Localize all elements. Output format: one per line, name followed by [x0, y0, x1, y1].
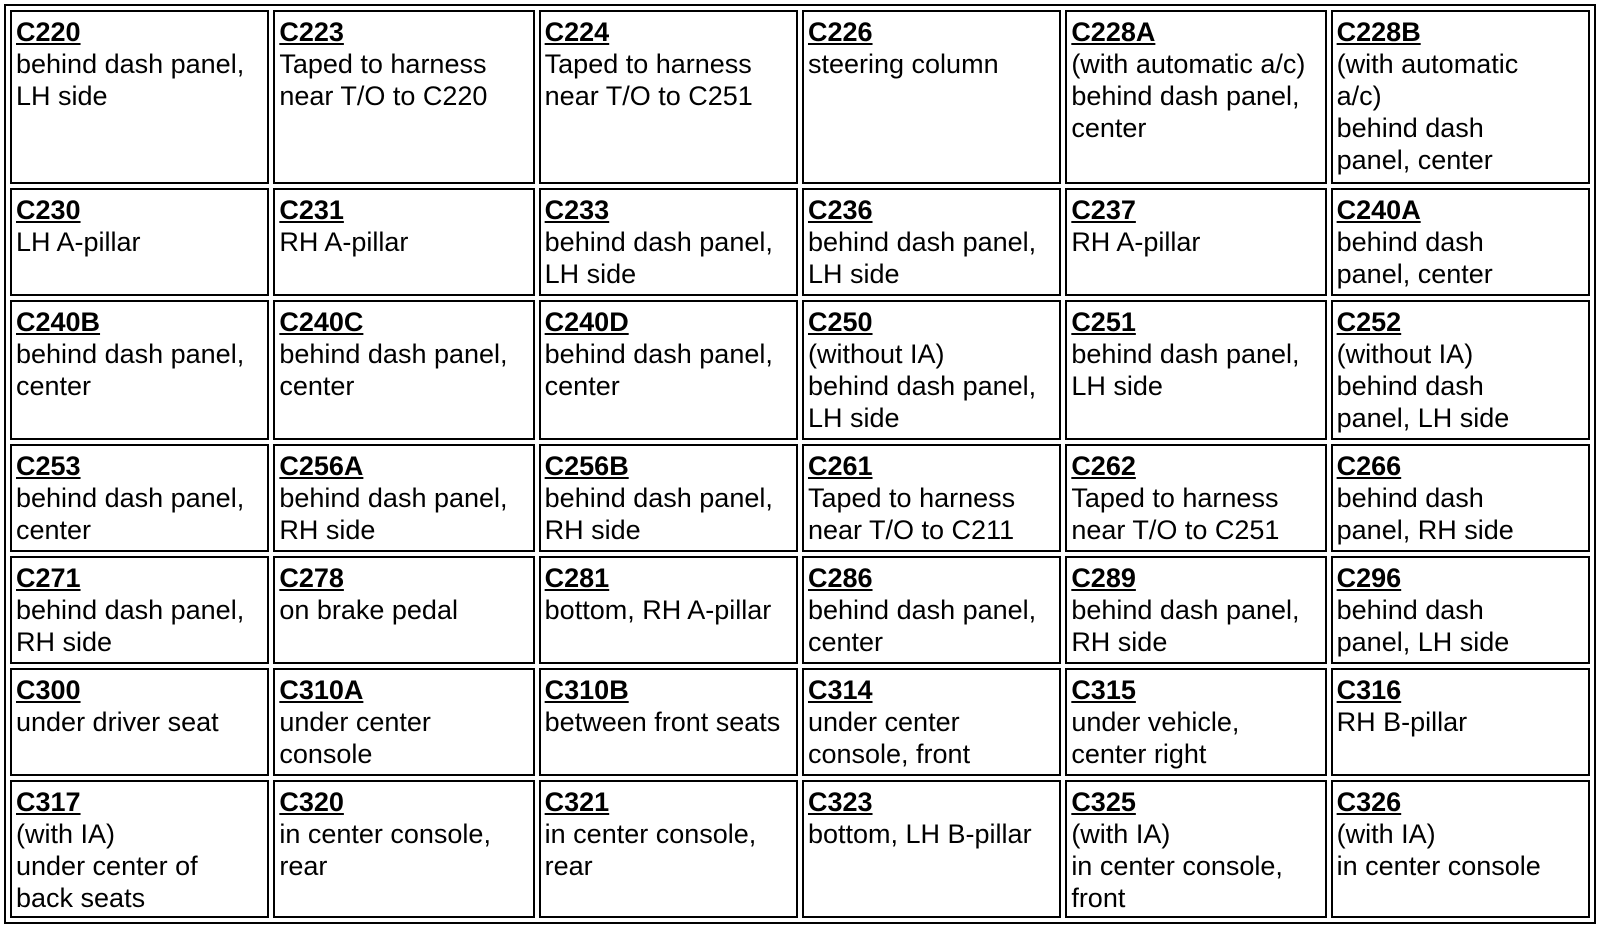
connector-location-text: Taped to harness: [1071, 483, 1279, 513]
connector-location-text: behind dash: [1336, 113, 1484, 143]
connector-cell: [1065, 300, 1326, 440]
connector-location-text: LH side: [16, 81, 108, 111]
connector-code: C240D: [544, 307, 629, 337]
connector-location-text: panel, center: [1336, 259, 1493, 289]
connector-cell: [1065, 188, 1326, 296]
connector-location-text: behind dash panel,: [1071, 81, 1300, 111]
connector-cell: [273, 668, 534, 776]
connector-location-text: on brake pedal: [279, 595, 458, 625]
connector-cell: [539, 668, 798, 776]
connector-cell: [10, 444, 269, 552]
table-row: [10, 444, 1590, 552]
connector-cell: [1331, 300, 1590, 440]
connector-location-text: rear: [279, 851, 328, 881]
connector-code: C289: [1071, 563, 1136, 593]
connector-cell: [10, 300, 269, 440]
connector-location-text: console, front: [807, 739, 971, 769]
connector-location-text: center: [1071, 113, 1147, 143]
connector-location-text: center: [807, 627, 884, 657]
connector-cell: [10, 556, 269, 664]
connector-location-text: (with automatic: [1336, 49, 1519, 79]
connector-code: C310A: [279, 675, 364, 705]
connector-location-text: panel, center: [1336, 145, 1493, 175]
connector-location-text: (with IA): [1336, 819, 1436, 849]
connector-cell: [10, 188, 269, 296]
connector-location-text: behind dash panel,: [16, 483, 245, 513]
connector-location-text: (with IA): [16, 819, 116, 849]
connector-location-text: behind dash panel,: [807, 227, 1037, 257]
connector-location-text: behind dash panel,: [279, 483, 508, 513]
connector-code: C252: [1336, 307, 1402, 337]
connector-cell: [802, 668, 1061, 776]
connector-location-text: RH side: [544, 515, 641, 545]
table-row: [10, 556, 1590, 664]
connector-code: C240C: [279, 307, 364, 337]
table-body: [10, 10, 1590, 918]
connector-location-text: behind dash panel,: [544, 227, 773, 257]
connector-location-text: panel, LH side: [1336, 627, 1510, 657]
connector-code: C236: [807, 195, 873, 225]
connector-location-text: in center console: [1336, 851, 1541, 881]
connector-cell: [1065, 556, 1326, 664]
connector-code: C321: [544, 787, 610, 817]
connector-location-text: behind dash panel,: [16, 595, 245, 625]
connector-code: C286: [807, 563, 873, 593]
connector-code: C251: [1071, 307, 1136, 337]
connector-cell: [1331, 668, 1590, 776]
connector-location-text: near T/O to C211: [807, 515, 1015, 545]
connector-location-text: panel, LH side: [1336, 403, 1510, 433]
connector-cell: [802, 444, 1061, 552]
connector-cell: [539, 444, 798, 552]
connector-location-text: under driver seat: [16, 707, 219, 737]
connector-code: C281: [544, 563, 610, 593]
connector-code: C320: [279, 787, 344, 817]
connector-cell: [802, 10, 1061, 184]
table-row: [10, 780, 1590, 918]
connector-location-text: (with automatic a/c): [1071, 49, 1306, 79]
connector-code: C220: [16, 17, 81, 47]
connector-location-text: (with IA): [1071, 819, 1171, 849]
connector-location-text: behind dash: [1336, 483, 1484, 513]
connector-code: C262: [1071, 451, 1136, 481]
connector-code: C250: [807, 307, 873, 337]
connector-cell: [1065, 10, 1326, 184]
connector-location-text: behind dash: [1336, 595, 1484, 625]
connector-location-text: (without IA): [1336, 339, 1474, 369]
connector-code: C253: [16, 451, 81, 481]
connector-location-text: LH side: [807, 259, 900, 289]
connector-location-text: behind dash panel,: [807, 371, 1037, 401]
table-row: [10, 10, 1590, 184]
connector-location-text: behind dash panel,: [1071, 339, 1300, 369]
connector-cell: [273, 780, 534, 918]
connector-location-text: rear: [544, 851, 593, 881]
connector-location-text: behind dash: [1336, 371, 1484, 401]
connector-location-text: center: [16, 515, 92, 545]
connector-cell: [10, 780, 269, 918]
connector-location-text: under center: [807, 707, 960, 737]
connector-code: C231: [279, 195, 344, 225]
connector-code: C271: [16, 563, 81, 593]
connector-location-text: under center: [279, 707, 431, 737]
connector-code: C314: [807, 675, 873, 705]
connector-cell: [1065, 444, 1326, 552]
connector-cell: [539, 188, 798, 296]
connector-location-text: near T/O to C220: [279, 81, 488, 111]
connector-code: C266: [1336, 451, 1402, 481]
connector-cell: [802, 780, 1061, 918]
connector-location-text: bottom, RH A-pillar: [544, 595, 772, 625]
connector-code: C230: [16, 195, 81, 225]
connector-location-table: [4, 4, 1596, 924]
connector-location-text: near T/O to C251: [544, 81, 753, 111]
connector-code: C224: [544, 17, 610, 47]
connector-code: C316: [1336, 675, 1402, 705]
connector-code: C315: [1071, 675, 1136, 705]
connector-location-text: front: [1071, 883, 1126, 913]
connector-cell: [802, 556, 1061, 664]
connector-cell: [802, 300, 1061, 440]
connector-cell: [539, 780, 798, 918]
connector-cell: [802, 188, 1061, 296]
connector-code: C240A: [1336, 195, 1421, 225]
connector-location-text: behind dash panel,: [544, 483, 773, 513]
connector-location-text: center: [279, 371, 355, 401]
connector-code: C228B: [1336, 17, 1421, 47]
connector-code: C233: [544, 195, 610, 225]
connector-location-text: behind dash panel,: [544, 339, 773, 369]
connector-cell: [273, 188, 534, 296]
table-row: [10, 300, 1590, 440]
connector-code: C237: [1071, 195, 1136, 225]
table-row: [10, 188, 1590, 296]
connector-location-text: behind dash panel,: [1071, 595, 1300, 625]
connector-cell: [1331, 780, 1590, 918]
connector-code: C256B: [544, 451, 629, 481]
connector-location-text: back seats: [16, 883, 146, 913]
connector-cell: [273, 556, 534, 664]
connector-cell: [273, 10, 534, 184]
connector-cell: [539, 300, 798, 440]
connector-location-text: LH A-pillar: [16, 227, 141, 257]
connector-location-text: center: [16, 371, 92, 401]
connector-code: C323: [807, 787, 873, 817]
connector-cell: [1331, 444, 1590, 552]
connector-location-text: RH A-pillar: [279, 227, 409, 257]
connector-cell: [1065, 668, 1326, 776]
connector-location-text: behind dash panel,: [807, 595, 1037, 625]
connector-location-text: in center console,: [279, 819, 491, 849]
connector-cell: [10, 668, 269, 776]
connector-location-text: a/c): [1336, 81, 1382, 111]
connector-location-text: in center console,: [544, 819, 757, 849]
connector-location-text: RH side: [1071, 627, 1168, 657]
connector-code: C261: [807, 451, 873, 481]
connector-code: C223: [279, 17, 344, 47]
connector-location-text: RH A-pillar: [1071, 227, 1201, 257]
connector-code: C240B: [16, 307, 101, 337]
connector-location-text: near T/O to C251: [1071, 515, 1280, 545]
connector-location-text: center: [544, 371, 620, 401]
connector-location-text: under center of: [16, 851, 198, 881]
connector-location-text: LH side: [807, 403, 900, 433]
connector-location-text: steering column: [807, 49, 999, 79]
connector-location-text: between front seats: [544, 707, 781, 737]
connector-location-text: RH side: [279, 515, 376, 545]
connector-location-text: panel, RH side: [1336, 515, 1514, 545]
connector-code: C326: [1336, 787, 1402, 817]
connector-location-text: RH B-pillar: [1336, 707, 1468, 737]
connector-location-text: Taped to harness: [544, 49, 752, 79]
connector-location-text: bottom, LH B-pillar: [807, 819, 1032, 849]
connector-location-text: RH side: [16, 627, 113, 657]
connector-location-text: Taped to harness: [807, 483, 1016, 513]
connector-cell: [539, 10, 798, 184]
connector-code: C226: [807, 17, 873, 47]
table-row: [10, 668, 1590, 776]
connector-location-text: under vehicle,: [1071, 707, 1240, 737]
connector-code: C300: [16, 675, 81, 705]
connector-cell: [1331, 188, 1590, 296]
connector-location-text: LH side: [544, 259, 637, 289]
connector-cell: [273, 444, 534, 552]
connector-cell: [539, 556, 798, 664]
connector-code: C310B: [544, 675, 629, 705]
connector-location-text: behind dash panel,: [16, 339, 245, 369]
connector-cell: [10, 10, 269, 184]
connector-location-text: center right: [1071, 739, 1207, 769]
connector-location-text: console: [279, 739, 373, 769]
connector-location-text: behind dash panel,: [16, 49, 245, 79]
connector-code: C256A: [279, 451, 364, 481]
connector-location-text: behind dash panel,: [279, 339, 508, 369]
connector-cell: [1331, 10, 1590, 184]
connector-cell: [1065, 780, 1326, 918]
connector-code: C228A: [1071, 17, 1156, 47]
connector-cell: [1331, 556, 1590, 664]
connector-cell: [273, 300, 534, 440]
connector-code: C296: [1336, 563, 1402, 593]
connector-location-text: Taped to harness: [279, 49, 487, 79]
connector-location-text: LH side: [1071, 371, 1163, 401]
connector-location-text: behind dash: [1336, 227, 1484, 257]
connector-location-text: in center console,: [1071, 851, 1283, 881]
connector-code: C317: [16, 787, 81, 817]
connector-code: C325: [1071, 787, 1136, 817]
connector-location-text: (without IA): [807, 339, 945, 369]
connector-code: C278: [279, 563, 344, 593]
